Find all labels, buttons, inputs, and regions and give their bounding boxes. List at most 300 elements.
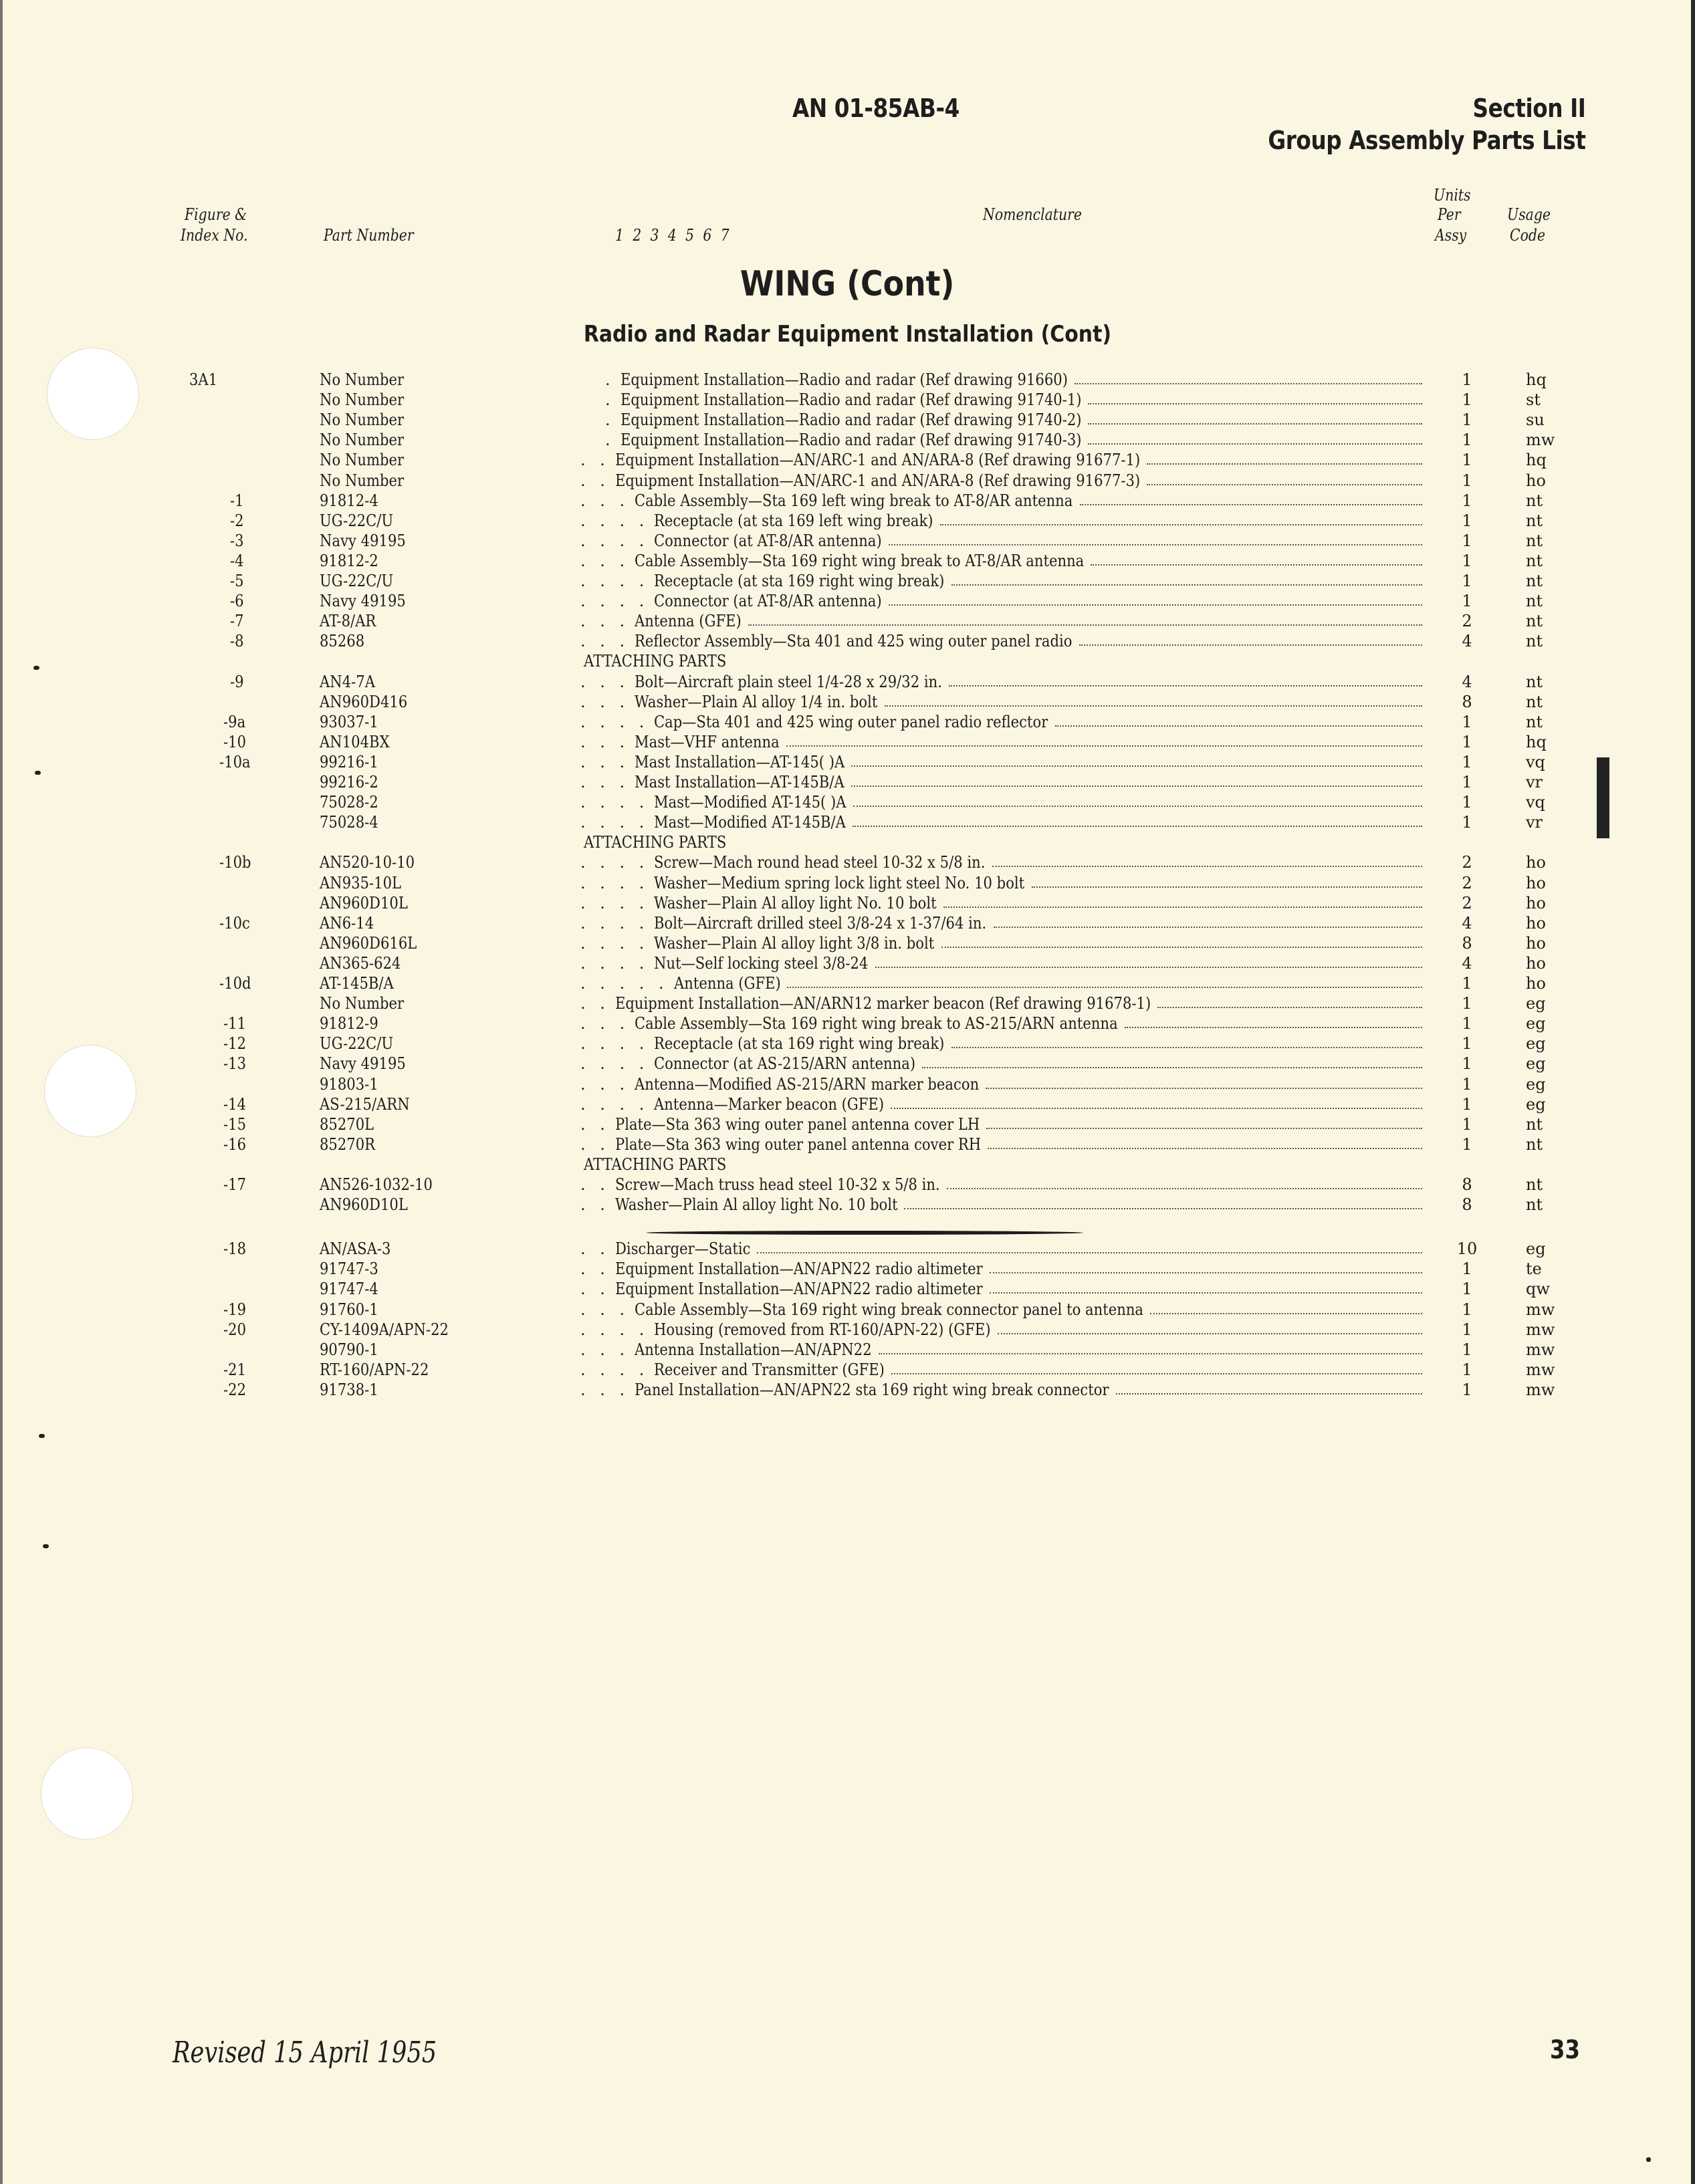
dot-leader [879,1352,1422,1354]
units-per-assy: 2 [1462,893,1472,913]
usage-code: ho [1526,913,1546,933]
column-header-usage: Usage [1507,205,1551,224]
margin-mark [1646,2157,1651,2162]
units-per-assy: 1 [1462,1094,1472,1114]
figure-index: -8 [230,632,244,651]
nomenclature [580,1239,1422,1259]
nomenclature [580,1340,1422,1360]
nomenclature-text: Cable Assembly—Sta 169 right wing break to AT-8/AR antenna [635,551,1085,570]
usage-code: eg [1526,1094,1546,1114]
indent-level-dots: . [605,410,615,430]
usage-code: ho [1526,953,1546,973]
dot-leader [949,685,1422,687]
dot-leader [889,543,1422,545]
units-per-assy: 1 [1462,1320,1472,1339]
units-per-assy: 1 [1462,1014,1472,1034]
indent-level-dots: . . . . [580,893,649,913]
units-per-assy: 1 [1462,390,1472,410]
dot-leader [990,1292,1422,1294]
part-number: AN365-624 [320,953,401,973]
nomenclature [580,551,1422,571]
dot-leader [853,805,1422,807]
figure-index: -10a [219,752,251,771]
indent-level-dots: . . . [580,491,630,510]
table-row [0,873,1695,893]
indent-level-dots: . . . . [580,953,649,973]
indent-level-dots: . . . . [580,511,649,530]
nomenclature-text: Equipment Installation—Radio and radar (Ref drawing 91740-1) [620,390,1082,410]
indent-level-dots: . . [580,994,610,1013]
dot-leader [889,604,1422,606]
nomenclature [580,1034,1422,1054]
indent-level-dots: . . . [580,773,630,792]
units-per-assy: 1 [1462,431,1472,450]
units-per-assy: 1 [1462,1300,1472,1319]
part-number: AN960D616L [320,933,417,953]
table-row [0,551,1695,571]
nomenclature [580,571,1422,591]
dot-leader [1088,402,1422,404]
nomenclature [605,410,1422,430]
table-row [0,712,1695,732]
part-number: UG-22C/U [320,511,394,530]
usage-code: nt [1526,712,1543,731]
figure-index: -13 [223,1054,247,1074]
figure-index: 3A1 [189,370,218,389]
nomenclature-text: Connector (at AT-8/AR antenna) [654,531,883,550]
indent-level-dots: . . . . [580,1360,649,1379]
dot-leader [922,1066,1422,1068]
units-per-assy: 1 [1462,491,1472,510]
part-number: AT-145B/A [320,974,394,993]
units-per-assy: 1 [1462,712,1472,731]
section-divider-rule [646,1231,1083,1235]
part-number: RT-160/APN-22 [320,1360,429,1379]
usage-code: nt [1526,672,1543,691]
part-number: AN520-10-10 [320,853,415,872]
nomenclature [580,672,1422,692]
page-subtitle [0,321,1695,348]
attaching-parts-label [584,1155,1401,1175]
nomenclature [580,893,1422,913]
table-row [0,732,1695,752]
nomenclature [580,511,1422,531]
indent-level-dots: . . . [580,752,630,771]
indent-level-dots: . . [580,1134,610,1154]
usage-code: mw [1526,1300,1555,1319]
usage-code: eg [1526,994,1546,1013]
part-number: 99216-2 [320,773,378,792]
nomenclature [605,430,1422,450]
part-number: AN/ASA-3 [320,1239,391,1259]
table-row [0,913,1695,933]
dot-leader [1088,422,1422,424]
dot-leader [787,986,1422,988]
usage-code: vq [1526,752,1545,771]
indent-level-dots: . . [580,1175,610,1194]
margin-mark [43,1544,49,1548]
part-number: No Number [320,994,405,1013]
nomenclature-text: Equipment Installation—AN/APN22 radio altimeter [614,1259,983,1279]
nomenclature-text: Antenna—Marker beacon (GFE) [654,1094,885,1114]
group-label: Group Assembly Parts List [1268,126,1586,155]
table-row [0,611,1695,631]
nomenclature [580,1279,1422,1299]
units-per-assy: 1 [1462,451,1472,470]
nomenclature-text: Mast Installation—AT-145( )A [635,752,845,771]
usage-code: ho [1526,974,1546,993]
nomenclature [580,1114,1422,1134]
usage-code: vq [1526,793,1545,812]
attaching-parts-heading [0,651,1695,671]
units-per-assy: 2 [1462,612,1472,631]
nomenclature-text: Antenna Installation—AN/APN22 [635,1340,872,1359]
units-per-assy: 1 [1462,994,1472,1013]
figure-index: -18 [223,1239,247,1259]
usage-code: nt [1526,551,1543,570]
nomenclature-text: Plate—Sta 363 wing outer panel antenna cover RH [614,1134,982,1154]
dot-leader [951,1046,1422,1048]
usage-code: eg [1526,1014,1546,1034]
column-header-units: Units [1434,186,1471,205]
figure-index: -14 [223,1094,247,1114]
part-number: 85268 [320,632,365,651]
units-per-assy: 1 [1462,1134,1472,1154]
nomenclature-text: Cable Assembly—Sta 169 right wing break to AS-215/ARN antenna [635,1014,1118,1034]
figure-index: -7 [230,612,244,631]
nomenclature-text: Plate—Sta 363 wing outer panel antenna cover LH [614,1114,980,1134]
usage-code: hq [1526,451,1547,470]
usage-code: ho [1526,471,1546,490]
nomenclature [580,491,1422,511]
dot-leader [988,1147,1422,1149]
units-per-assy: 8 [1462,1175,1472,1194]
units-per-assy: 1 [1462,1340,1472,1359]
units-per-assy: 2 [1462,873,1472,892]
part-number: 93037-1 [320,712,378,731]
dot-leader [891,1372,1422,1374]
nomenclature-text: Mast—Modified AT-145B/A [654,813,846,832]
table-row [0,772,1695,792]
revision-date: Revised 15 April 1955 [173,2036,437,2070]
nomenclature-text: Receptacle (at sta 169 left wing break) [654,511,933,530]
units-per-assy: 8 [1462,1195,1472,1215]
nomenclature-text: Bolt—Aircraft plain steel 1/4-28 x 29/32 in. [635,672,943,691]
usage-code: eg [1526,1074,1546,1094]
usage-code: mw [1526,1340,1555,1359]
figure-index: -9 [230,672,244,691]
units-per-assy: 1 [1462,1259,1472,1279]
table-row [0,531,1695,551]
figure-index: -10c [219,913,250,933]
nomenclature-text: Antenna (GFE) [673,974,781,993]
part-number: AN960D10L [320,893,408,913]
dot-leader [853,825,1422,827]
table-row [0,410,1695,430]
part-number: AN935-10L [320,873,402,892]
figure-index: -12 [223,1034,247,1054]
table-row [0,993,1695,1013]
indent-level-dots: . . . [580,1340,630,1359]
usage-code: nt [1526,491,1543,510]
usage-code: nt [1526,1134,1543,1154]
nomenclature [580,933,1422,953]
indent-level-dots: . . [580,1239,610,1259]
section-label: Section II [1472,94,1586,123]
indent-level-dots: . . . . [580,531,649,550]
indent-level-dots: . . . [580,1300,630,1319]
nomenclature-text: Receptacle (at sta 169 right wing break) [654,1034,945,1054]
indent-level-dots: . . . . [580,913,649,933]
attaching-parts-text: ATTACHING PARTS [584,833,727,852]
table-row [0,450,1695,470]
table-row [0,471,1695,491]
usage-code: hq [1526,732,1547,751]
dot-leader [992,865,1422,867]
nomenclature-text: Mast—VHF antenna [635,732,780,751]
figure-index: -2 [230,511,244,530]
attaching-parts-label [584,832,1401,852]
dot-leader [998,1332,1422,1334]
nomenclature-text: Discharger—Static [614,1239,751,1259]
dot-leader [875,966,1422,968]
figure-index: -1 [230,491,244,510]
indent-level-dots: . . [580,471,610,490]
table-row [0,390,1695,410]
table-row [0,792,1695,812]
indent-level-dots: . . [580,1259,610,1279]
units-per-assy: 1 [1462,1114,1472,1134]
indent-level-dots: . . . . . [580,974,669,993]
dot-leader [941,946,1422,948]
indent-level-dots: . [605,370,615,389]
nomenclature [580,450,1422,470]
units-per-assy: 1 [1462,773,1472,792]
table-row [0,370,1695,390]
nomenclature [605,370,1422,390]
part-number: 91812-4 [320,491,378,510]
binder-hole-icon [41,1747,133,1840]
nomenclature-text: Equipment Installation—Radio and radar (Ref drawing 91660) [620,370,1068,389]
part-number: 75028-4 [320,813,378,832]
table-row [0,1094,1695,1114]
dot-leader [940,523,1422,525]
part-number: Navy 49195 [320,531,406,550]
usage-code: nt [1526,1175,1543,1194]
part-number: 85270R [320,1134,376,1154]
figure-index: -20 [223,1320,247,1339]
nomenclature-text: Antenna (GFE) [635,612,742,631]
indent-level-dots: . . . . [580,1094,649,1114]
dot-leader [1147,483,1422,485]
figure-index: -3 [230,531,244,550]
usage-code: nt [1526,1114,1543,1134]
units-per-assy: 1 [1462,974,1472,993]
units-per-assy: 1 [1462,732,1472,751]
indent-level-dots: . . . [580,1074,630,1094]
nomenclature-text: Cable Assembly—Sta 169 left wing break to AT-8/AR antenna [635,491,1073,510]
table-row [0,1340,1695,1360]
indent-level-dots: . . . [580,692,630,711]
part-number: AN526-1032-10 [320,1175,433,1194]
nomenclature-text: Mast Installation—AT-145B/A [635,773,844,792]
indent-level-dots: . . . [580,1380,630,1399]
dot-leader [1150,1312,1422,1314]
part-number: No Number [320,471,405,490]
usage-code: ho [1526,853,1546,872]
nomenclature [580,752,1422,772]
nomenclature [580,611,1422,631]
usage-code: nt [1526,692,1543,711]
part-number: Navy 49195 [320,1054,406,1074]
usage-code: su [1526,410,1545,430]
nomenclature [580,1380,1422,1400]
part-number: AN4-7A [320,672,375,691]
indent-level-dots: . [605,431,615,450]
usage-code: te [1526,1259,1542,1279]
column-header-usage-code: Code [1510,226,1546,245]
dot-leader [947,1187,1422,1189]
dot-leader [904,1207,1422,1209]
nomenclature-text: Washer—Plain Al alloy light No. 10 bolt [654,893,937,913]
part-number: 91812-9 [320,1014,378,1034]
nomenclature-text: Washer—Plain Al alloy light No. 10 bolt [614,1195,898,1215]
nomenclature-text: Equipment Installation—AN/ARN12 marker beacon (Ref drawing 91678-1) [614,994,1151,1013]
usage-code: nt [1526,632,1543,651]
table-row [0,1013,1695,1034]
table-row [0,1259,1695,1279]
nomenclature [580,852,1422,872]
attaching-parts-text: ATTACHING PARTS [584,652,727,671]
nomenclature-text: Receiver and Transmitter (GFE) [654,1360,885,1379]
nomenclature [580,1134,1422,1155]
table-row [0,1134,1695,1155]
nomenclature-text: Connector (at AT-8/AR antenna) [654,592,883,611]
table-row [0,511,1695,531]
indent-level-dots: . . [580,1114,610,1134]
nomenclature [580,953,1422,973]
column-header-units-per: Per [1438,205,1461,224]
dot-leader [951,584,1422,586]
document-number: AN 01-85AB-4 [792,94,959,123]
table-row [0,1074,1695,1094]
figure-index: -10d [219,974,251,993]
table-row [0,1034,1695,1054]
indent-level-dots: . . . . [580,572,649,590]
indent-level-dots: . . . . [580,1320,649,1339]
units-per-assy: 1 [1462,531,1472,550]
nomenclature-text: Panel Installation—AN/APN22 sta 169 right wing break connector [635,1380,1109,1399]
units-per-assy: 4 [1462,672,1472,691]
units-per-assy: 2 [1462,853,1472,872]
indent-level-dots: . . . [580,632,630,651]
figure-index: -9a [223,712,246,731]
part-number: 99216-1 [320,752,378,771]
nomenclature [580,1013,1422,1034]
indent-level-dots: . . . [580,551,630,570]
figure-index: -16 [223,1134,247,1154]
nomenclature [580,1175,1422,1195]
usage-code: nt [1526,592,1543,611]
part-number: CY-1409A/APN-22 [320,1320,449,1339]
dot-leader [1157,1006,1422,1008]
usage-code: nt [1526,1195,1543,1215]
part-number: AN104BX [320,732,390,751]
indent-level-dots: . . [580,1280,610,1299]
indent-level-dots: . . . [580,672,630,691]
column-header-units-assy: Assy [1435,226,1467,245]
table-row [0,1320,1695,1340]
usage-code: vr [1526,773,1543,792]
dot-leader [994,926,1422,928]
table-row [0,933,1695,953]
nomenclature [580,913,1422,933]
figure-index: -19 [223,1300,247,1319]
part-number: 91747-4 [320,1280,378,1299]
nomenclature [605,390,1422,410]
attaching-parts-heading [0,1155,1695,1175]
nomenclature [580,772,1422,792]
indent-level-dots: . . . . [580,592,649,611]
nomenclature [580,591,1422,611]
nomenclature-text: Screw—Mach round head steel 10-32 x 5/8 in. [654,853,986,872]
units-per-assy: 4 [1462,913,1472,933]
part-number: No Number [320,451,405,470]
table-row [0,893,1695,913]
nomenclature-text: Washer—Plain Al alloy 1/4 in. bolt [635,692,878,711]
units-per-assy: 1 [1462,1380,1472,1399]
table-row [0,1114,1695,1134]
indent-level-dots: . . . [580,732,630,751]
part-number: No Number [320,390,405,410]
usage-code: hq [1526,370,1547,389]
units-per-assy: 1 [1462,1280,1472,1299]
nomenclature [580,1074,1422,1094]
nomenclature [580,993,1422,1013]
part-number: AN6-14 [320,913,374,933]
dot-leader [851,765,1422,767]
table-row [0,1380,1695,1400]
part-number: No Number [320,370,405,389]
nomenclature-text: Bolt—Aircraft drilled steel 3/8-24 x 1-37/64 in. [654,913,987,933]
figure-index: -11 [223,1014,247,1034]
dot-leader [1125,1026,1422,1028]
nomenclature-text: Cable Assembly—Sta 169 right wing break connector panel to antenna [635,1300,1144,1319]
units-per-assy: 1 [1462,752,1472,771]
indent-level-dots: . . . [580,1014,630,1034]
table-row [0,591,1695,611]
indent-level-dots: . . . . [580,1034,649,1054]
dot-leader [851,785,1422,787]
usage-code: qw [1526,1280,1550,1299]
units-per-assy: 1 [1462,1054,1472,1074]
table-row [0,1175,1695,1195]
figure-index: -10 [223,732,247,751]
usage-code: st [1526,390,1541,410]
table-row [0,973,1695,993]
figure-index: -10b [219,853,251,872]
nomenclature-text: Washer—Medium spring lock light steel No. 10 bolt [654,873,1025,892]
nomenclature-text: Equipment Installation—Radio and radar (Ref drawing 91740-3) [620,431,1082,450]
nomenclature [580,1094,1422,1114]
column-header-part-number: Part Number [324,226,414,245]
nomenclature-text: Washer—Plain Al alloy light 3/8 in. bolt [654,933,935,953]
nomenclature-text: Equipment Installation—AN/APN22 radio altimeter [614,1280,983,1299]
units-per-assy: 1 [1462,813,1472,832]
part-number: AN960D416 [320,692,408,711]
table-row [0,812,1695,832]
nomenclature [580,1320,1422,1340]
